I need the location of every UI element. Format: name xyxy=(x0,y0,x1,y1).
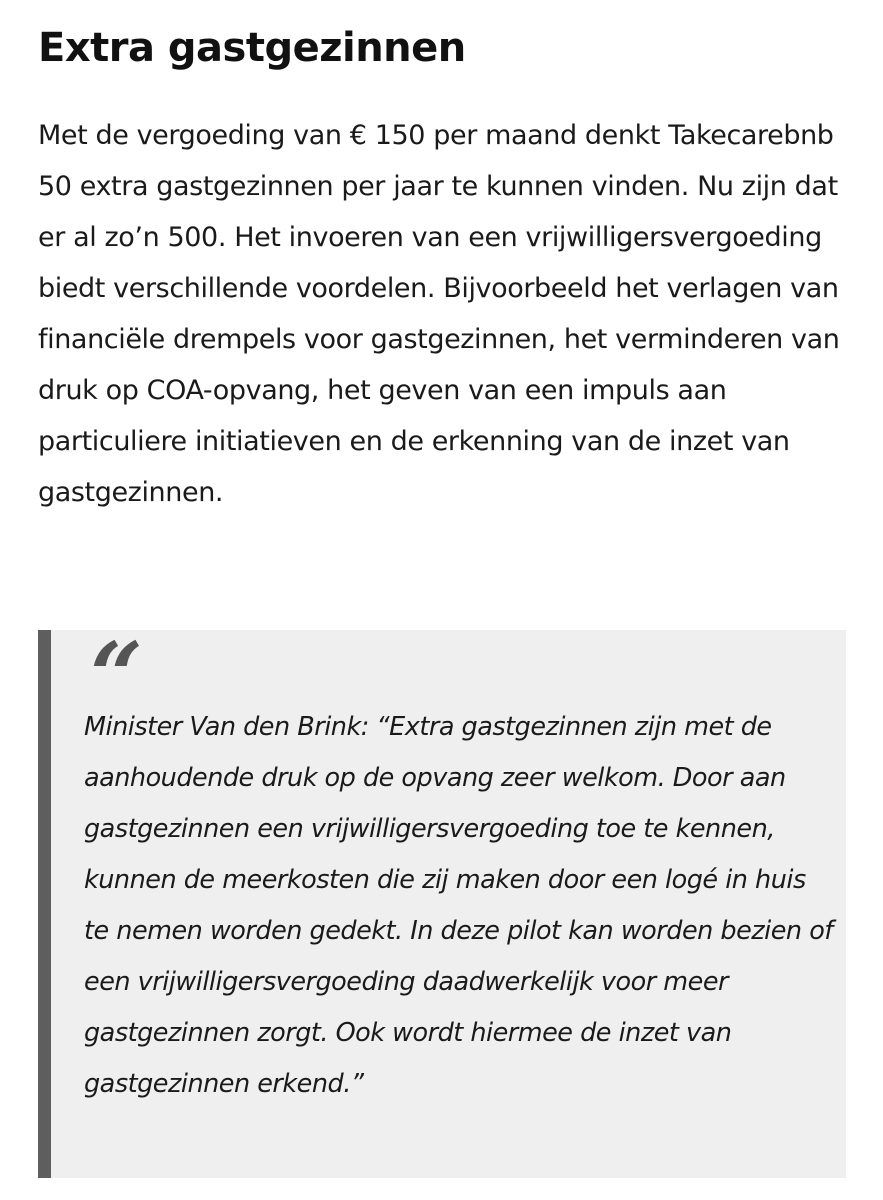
quote-mark-icon: “ xyxy=(90,622,143,730)
article xyxy=(38,18,848,518)
quote-text: Minister Van den Brink: “Extra gastgezinnen zijn met de aanhoudende druk op de opvang zeer welkom. Door aan gastgezinnen een vrijwilligersvergoeding toe te kennen, kunnen de meerkosten die zij maken door een logé in huis te nemen worden gedekt. In deze pilot kan worden bezien of een vrijwilligersvergoeding daadwerkelijk voor meer gastgezinnen zorgt. Ook wordt hiermee de inzet van gastgezinnen erkend.” xyxy=(84,712,833,1099)
section-heading: Extra gastgezinnen xyxy=(38,25,466,71)
blockquote xyxy=(38,622,846,1178)
article-paragraph: Met de vergoeding van € 150 per maand denkt Takecarebnb 50 extra gastgezinnen per jaar te kunnen vinden. Nu zijn dat er al zo’n 500. Het invoeren van een vrijwilligersvergoeding biedt verschillende voordelen. Bijvoorbeeld het verlagen van financiële drempels voor gastgezinnen, het verminderen van druk op COA-opvang, het geven van een impuls aan particuliere initiatieven en de erkenning van de inzet van gastgezinnen. xyxy=(38,120,840,508)
quote-accent-bar xyxy=(38,630,51,1178)
